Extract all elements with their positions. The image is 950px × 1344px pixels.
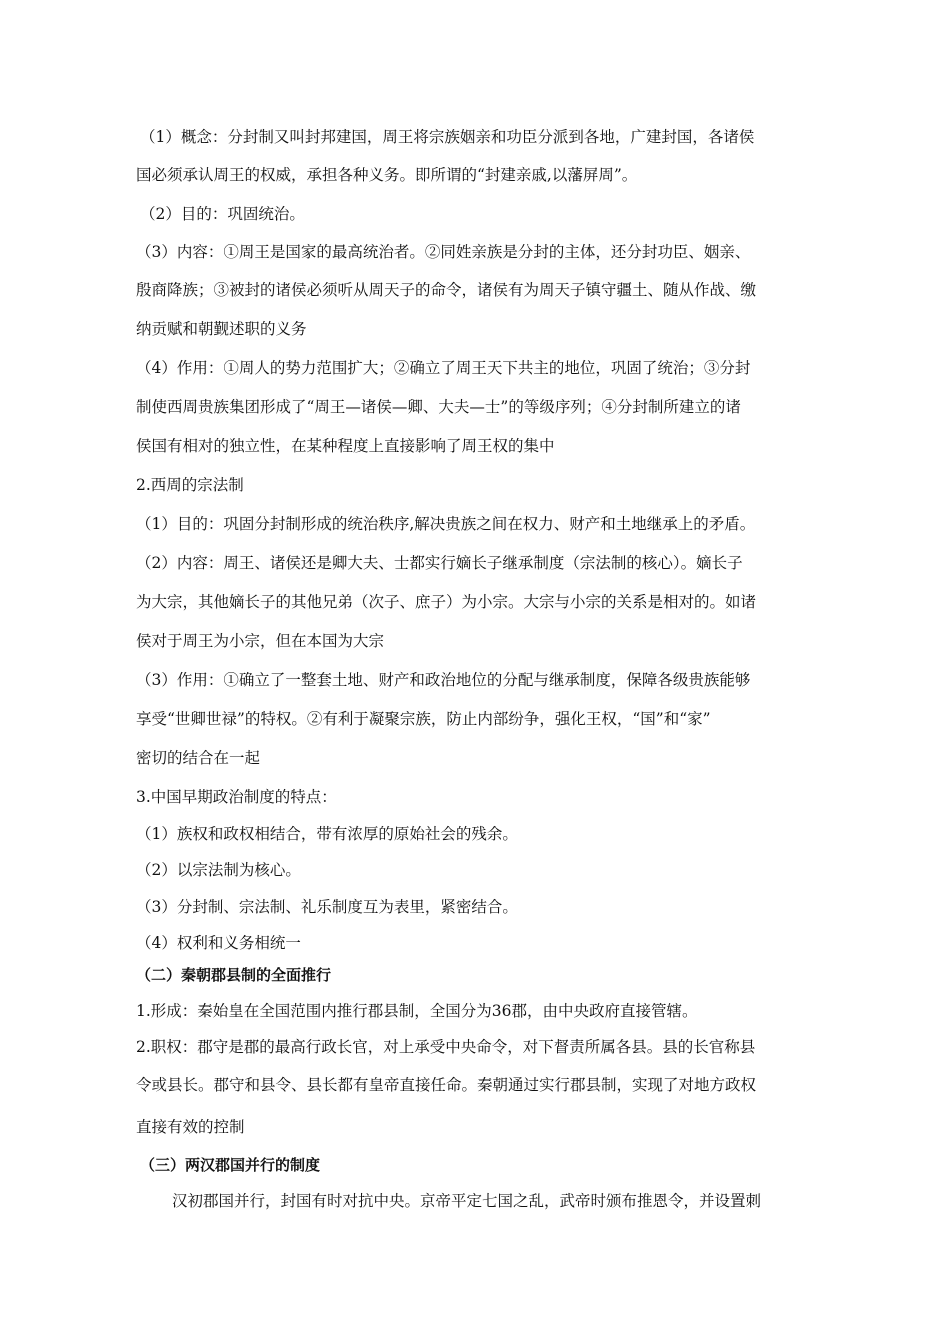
section-heading: （三）两汉郡国并行的制度 bbox=[140, 1156, 321, 1174]
section-heading: （二）秦朝郡县制的全面推行 bbox=[136, 966, 332, 984]
text-line: 制使西周贵族集团形成了“周王—诸侯—卿、大夫—士”的等级序列；④分封制所建立的诸 bbox=[136, 398, 741, 416]
text-line: 2.职权：郡守是郡的最高行政长官，对上承受中央命令，对下督责所属各县。县的长官称县 bbox=[136, 1038, 756, 1056]
text-line: 侯对于周王为小宗，但在本国为大宗 bbox=[136, 632, 385, 650]
section-heading: 2.西周的宗法制 bbox=[136, 476, 244, 494]
text-line: 令或县长。郡守和县令、县长都有皇帝直接任命。秦朝通过实行郡县制，实现了对地方政权 bbox=[136, 1076, 757, 1094]
text-line: （3）内容：①周王是国家的最高统治者。②同姓亲族是分封的主体，还分封功臣、姻亲、 bbox=[136, 243, 751, 261]
text-line: （2）内容：周王、诸侯还是卿大夫、士都实行嫡长子继承制度（宗法制的核心）。嫡长子 bbox=[136, 554, 743, 572]
text-line: 侯国有相对的独立性，在某种程度上直接影响了周王权的集中 bbox=[136, 437, 555, 455]
text-line: 享受“世卿世禄”的特权。②有利于凝聚宗族，防止内部纷争，强化王权，“国”和“家” bbox=[136, 710, 711, 728]
text-line: （1）概念：分封制又叫封邦建国，周王将宗族姻亲和功臣分派到各地，广建封国，各诸侯 bbox=[140, 128, 755, 146]
text-line: （4）作用：①周人的势力范围扩大；②确立了周王天下共主的地位，巩固了统治；③分封 bbox=[136, 359, 751, 377]
text-line: 直接有效的控制 bbox=[136, 1118, 245, 1136]
text-line: （1）族权和政权相结合，带有浓厚的原始社会的残余。 bbox=[136, 825, 518, 843]
text-line: （2）以宗法制为核心。 bbox=[136, 861, 301, 879]
text-line: 为大宗，其他嫡长子的其他兄弟（次子、庶子）为小宗。大宗与小宗的关系是相对的。如诸 bbox=[136, 593, 757, 611]
text-line: 汉初郡国并行，封国有时对抗中央。京帝平定七国之乱，武帝时颁布推恩令，并设置刺 bbox=[172, 1192, 762, 1210]
text-line: （3）作用：①确立了一整套土地、财产和政治地位的分配与继承制度，保障各级贵族能够 bbox=[136, 671, 751, 689]
text-line: （3）分封制、宗法制、礼乐制度互为表里，紧密结合。 bbox=[136, 898, 518, 916]
text-line: （1）目的：巩固分封制形成的统治秩序,解决贵族之间在权力、财产和土地继承上的矛盾。 bbox=[136, 515, 756, 533]
text-line: 密切的结合在一起 bbox=[136, 749, 261, 767]
text-line: （4）权利和义务相统一 bbox=[136, 934, 301, 952]
section-heading: 3.中国早期政治制度的特点： bbox=[136, 788, 337, 806]
text-line: 国必须承认周王的权威，承担各种义务。即所谓的“封建亲戚,以藩屏周”。 bbox=[136, 166, 638, 184]
text-line: 殷商降族；③被封的诸侯必须听从周天子的命令，诸侯有为周天子镇守疆土、随从作战、缴 bbox=[136, 281, 757, 299]
text-line: 纳贡赋和朝觐述职的义务 bbox=[136, 320, 307, 338]
text-line: （2）目的：巩固统治。 bbox=[140, 205, 305, 223]
text-line: 1.形成：秦始皇在全国范围内推行郡县制，全国分为36郡，由中央政府直接管辖。 bbox=[136, 1002, 698, 1020]
